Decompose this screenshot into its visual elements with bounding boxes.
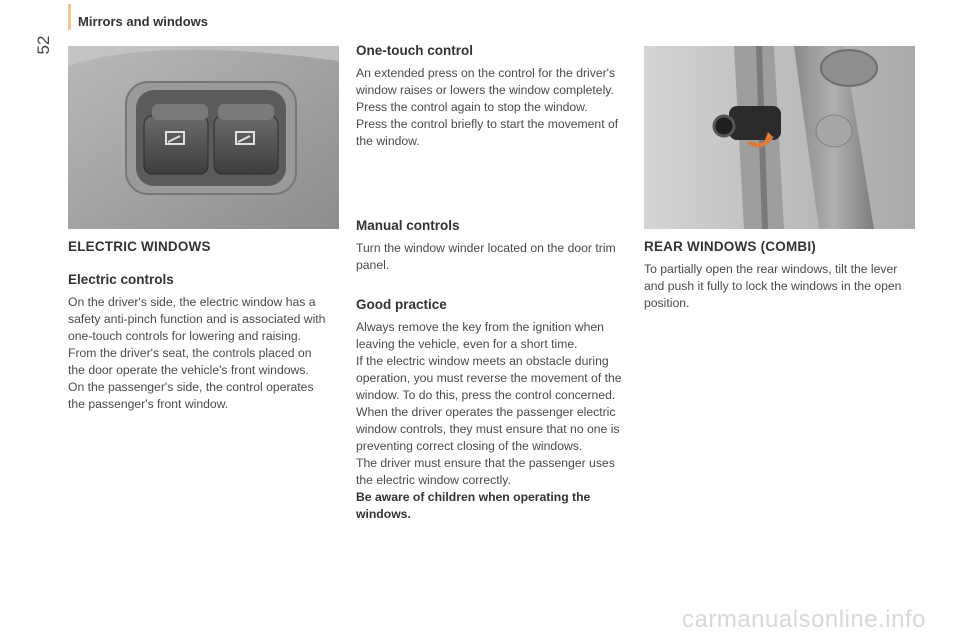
one-touch-text bbox=[356, 65, 626, 150]
good-practice-p3: When the driver operates the passenger electric window controls, they must ensure that no one is preventing correct closing of the windows. bbox=[356, 405, 620, 453]
good-practice-p2: If the electric window meets an obstacle during operation, you must reverse the movement of the window. To do this, press the control concerned. bbox=[356, 354, 622, 402]
electric-windows-title: ELECTRIC WINDOWS bbox=[68, 239, 211, 254]
good-practice-warning: Be aware of children when operating the windows. bbox=[356, 490, 591, 521]
footer-watermark: carmanualsonline.info bbox=[682, 606, 926, 633]
electric-controls-p3: On the passenger's side, the control operates the passenger's front window. bbox=[68, 380, 314, 411]
electric-controls-p1: On the driver's side, the electric window has a safety anti-pinch function and is associated with one-touch controls for lowering and raising. bbox=[68, 295, 326, 343]
manual-controls-text bbox=[356, 240, 628, 274]
good-practice-p4: The driver must ensure that the passenger uses the electric window correctly. bbox=[356, 456, 615, 487]
one-touch-p2: Press the control again to stop the window. bbox=[356, 100, 588, 114]
rear-windows-p1: To partially open the rear windows, tilt the lever and push it fully to lock the windows in the open position. bbox=[644, 262, 902, 310]
manual-controls-heading: Manual controls bbox=[356, 218, 460, 233]
manual-controls-p1: Turn the window winder located on the door trim panel. bbox=[356, 241, 616, 272]
one-touch-p3: Press the control briefly to start the movement of the window. bbox=[356, 117, 619, 148]
good-practice-text bbox=[356, 319, 624, 523]
good-practice-p1: Always remove the key from the ignition when leaving the vehicle, even for a short time. bbox=[356, 320, 604, 351]
rear-windows-title: REAR WINDOWS (COMBI) bbox=[644, 239, 816, 254]
header-accent-bar bbox=[68, 4, 71, 30]
rear-window-lever-photo bbox=[644, 46, 915, 229]
page-number: 52 bbox=[34, 35, 53, 55]
good-practice-heading: Good practice bbox=[356, 297, 447, 312]
rear-windows-text bbox=[644, 261, 916, 312]
electric-controls-text bbox=[68, 294, 330, 413]
one-touch-heading: One-touch control bbox=[356, 43, 473, 58]
section-title: Mirrors and windows bbox=[78, 14, 209, 29]
electric-controls-p2: From the driver's seat, the controls placed on the door operate the vehicle's front windows. bbox=[68, 346, 312, 377]
electric-controls-heading: Electric controls bbox=[68, 272, 174, 287]
window-switch-photo bbox=[68, 46, 339, 229]
one-touch-p1: An extended press on the control for the driver's window raises or lowers the window completely. bbox=[356, 66, 616, 97]
